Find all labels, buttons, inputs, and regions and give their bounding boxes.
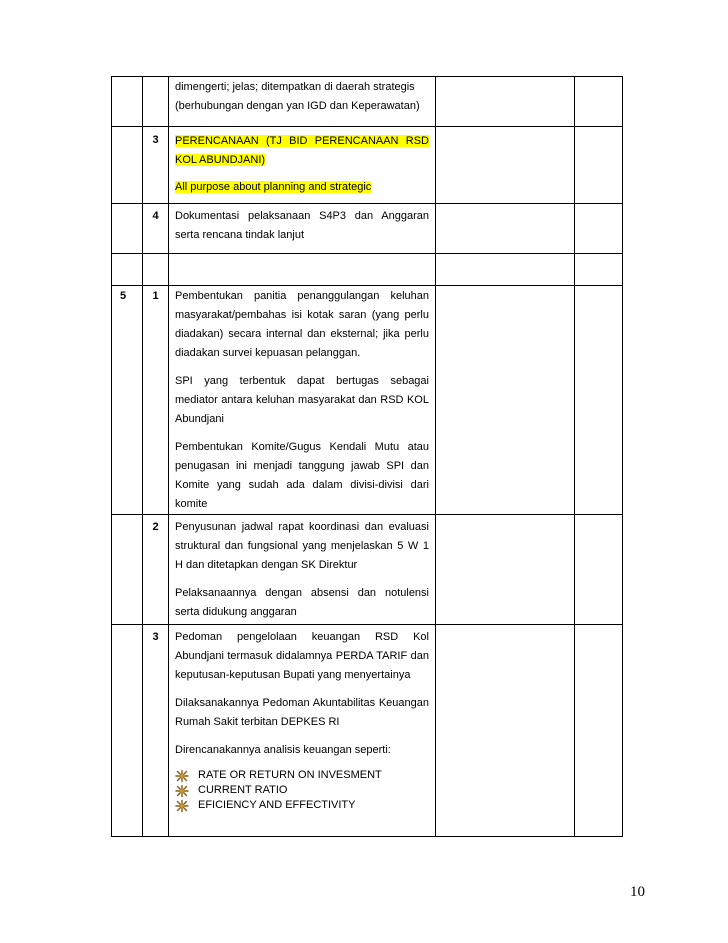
empty-cell <box>436 77 575 127</box>
empty-cell <box>169 254 436 286</box>
document-table <box>111 76 623 837</box>
section-cell <box>112 204 143 254</box>
list-item <box>175 783 429 798</box>
star-bullet-icon <box>175 785 189 797</box>
item-number: 3 <box>143 127 169 204</box>
content-paragraph: Dokumentasi pelaksanaan S4P3 dan Anggaran serta rencana tindak lanjut <box>175 210 429 241</box>
content-paragraph: Pedoman pengelolaan keuangan RSD Kol Abundjani termasuk didalamnya PERDA TARIF dan keputusan-keputusan Bupati yang menyertainya <box>175 631 429 681</box>
table-row <box>112 204 623 254</box>
empty-cell <box>143 254 169 286</box>
content-paragraph: Dilaksanakannya Pedoman Akuntabilitas Keuangan Rumah Sakit terbitan DEPKES RI <box>175 697 429 728</box>
content-cell <box>169 127 436 204</box>
bullet-list <box>175 768 429 813</box>
list-item <box>175 798 429 813</box>
table-row <box>112 77 623 127</box>
section-cell <box>112 77 143 127</box>
star-bullet-icon <box>175 770 189 782</box>
bullet-text: RATE OR RETURN ON INVESMENT <box>198 769 382 781</box>
content-paragraph: SPI yang terbentuk dapat bertugas sebagai mediator antara keluhan masyarakat dan RSD KOL Abundjani <box>175 375 429 425</box>
table-row <box>112 286 623 515</box>
empty-cell <box>436 286 575 515</box>
empty-cell <box>436 204 575 254</box>
content-cell <box>169 625 436 837</box>
content-line: (berhubungan dengan yan IGD dan Keperawatan) <box>175 100 420 112</box>
content-paragraph: Pembentukan Komite/Gugus Kendali Mutu atau penugasan ini menjadi tanggung jawab SPI dan Komite yang sudah ada dalam divisi-divisi dari komite <box>175 441 429 510</box>
number-cell <box>143 77 169 127</box>
section-cell <box>112 515 143 625</box>
planning-purpose: All purpose about planning and strategic <box>175 181 372 193</box>
table-row <box>112 515 623 625</box>
section-cell <box>112 127 143 204</box>
empty-cell <box>436 254 575 286</box>
section-cell <box>112 625 143 837</box>
item-number: 1 <box>143 286 169 515</box>
table-row <box>112 625 623 837</box>
planning-heading: PERENCANAAN (TJ BID PERENCANAAN RSD KOL ABUNDJANI) <box>175 135 429 166</box>
empty-cell <box>575 254 623 286</box>
content-cell <box>169 515 436 625</box>
content-paragraph: Pelaksanaannya dengan absensi dan notulensi serta didukung anggaran <box>175 587 429 618</box>
empty-cell <box>436 515 575 625</box>
empty-cell <box>575 127 623 204</box>
empty-cell <box>436 625 575 837</box>
empty-cell <box>575 625 623 837</box>
table-row <box>112 254 623 286</box>
star-bullet-icon <box>175 800 189 812</box>
empty-cell <box>112 254 143 286</box>
table-row <box>112 127 623 204</box>
bullet-text: EFICIENCY AND EFFECTIVITY <box>198 799 356 811</box>
content-paragraph: Pembentukan panitia penanggulangan keluhan masyarakat/pembahas isi kotak saran (yang perlu diadakan) secara internal dan eksternal; jika perlu diadakan survei kepuasan pelanggan. <box>175 290 429 359</box>
content-cell <box>169 204 436 254</box>
content-cell <box>169 77 436 127</box>
empty-cell <box>575 204 623 254</box>
bullet-text: CURRENT RATIO <box>198 784 288 796</box>
item-number: 3 <box>143 625 169 837</box>
item-number: 4 <box>143 204 169 254</box>
list-item <box>175 768 429 783</box>
content-paragraph: Direncanakannya analisis keuangan seperti: <box>175 744 391 756</box>
page-number: 10 <box>630 884 645 900</box>
empty-cell <box>436 127 575 204</box>
content-paragraph: Penyusunan jadwal rapat koordinasi dan evaluasi struktural dan fungsional yang menjelaskan 5 W 1 H dan ditetapkan dengan SK Direktur <box>175 521 429 571</box>
item-number: 2 <box>143 515 169 625</box>
empty-cell <box>575 286 623 515</box>
section-number: 5 <box>112 286 143 515</box>
empty-cell <box>575 77 623 127</box>
content-line: dimengerti; jelas; ditempatkan di daerah strategis <box>175 81 415 93</box>
empty-cell <box>575 515 623 625</box>
content-cell <box>169 286 436 515</box>
